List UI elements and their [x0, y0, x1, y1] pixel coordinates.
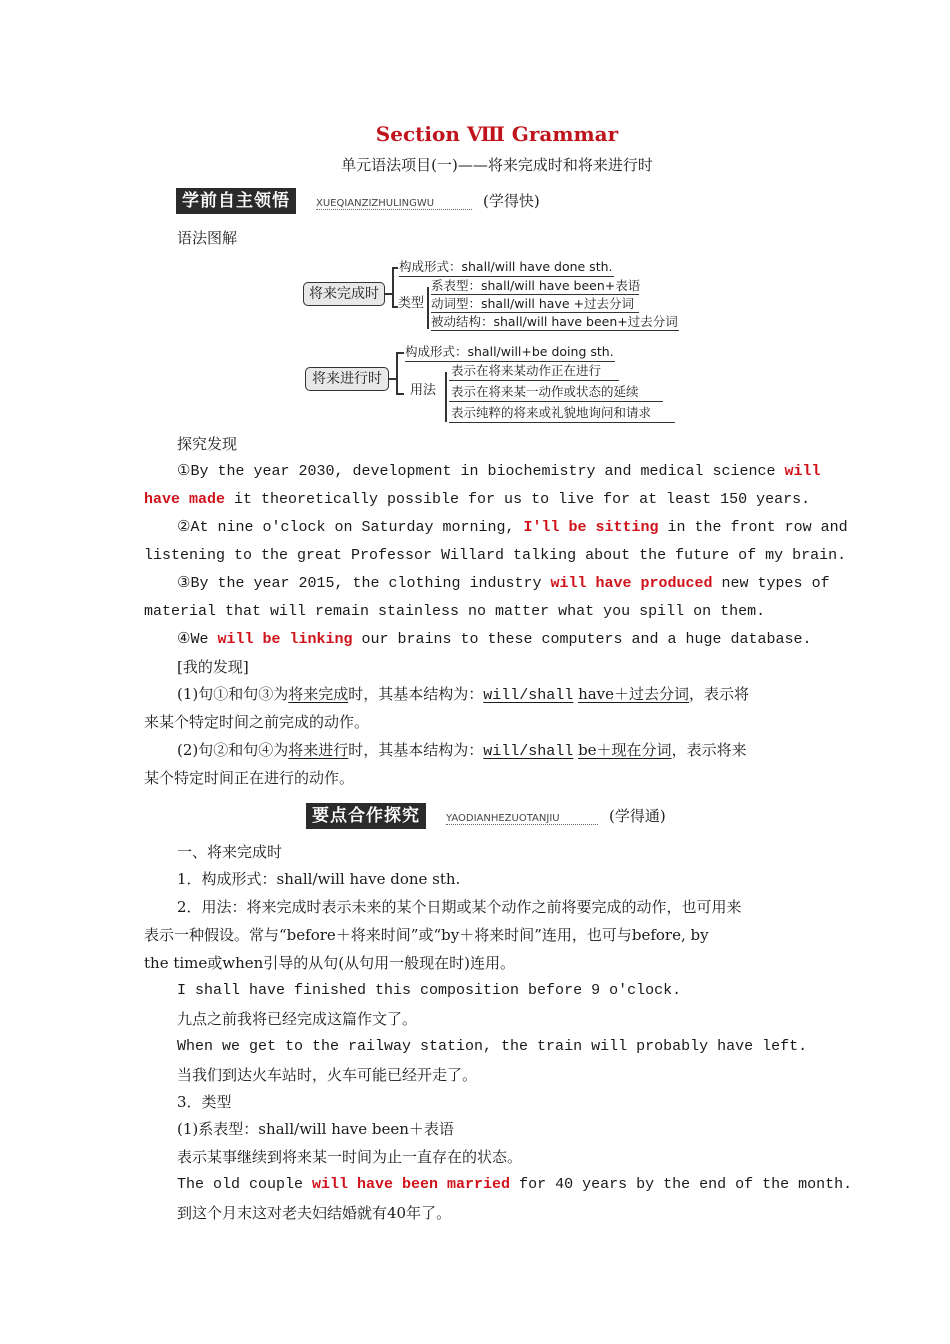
future-perfect-form: 构成形式：shall/will have done sth. [399, 259, 613, 274]
example-4: ④We will be linking our brains to these computers and a huge database. [177, 631, 812, 648]
types-label: 类型 [398, 296, 425, 311]
example-2: ②At nine o'clock on Saturday morning, I'll be sitting in the front row and [177, 519, 848, 536]
finding-2-cont: 某个特定时间正在进行的动作。 [144, 769, 355, 787]
future-continuous-form: 构成形式：shall/will+be doing sth. [405, 344, 614, 359]
page-title: Section Ⅷ Grammar [375, 122, 619, 146]
usage-2: 表示在将来某一动作或状态的延续 [451, 384, 639, 399]
example-en-1: I shall have finished this composition before 9 o'clock. [177, 982, 682, 999]
page-subtitle: 单元语法项目(一)——将来完成时和将来进行时 [341, 156, 653, 174]
finding-1: (1)句①和句③为将来完成时，其基本结构为：will/shall have＋过去分词，表示将 [177, 685, 750, 704]
banner-pinyin: YAODIANHEZUOTANJIU [446, 813, 598, 825]
type-1-heading: (1)系表型：shall/will have been＋表语 [177, 1120, 454, 1138]
usage-line-2: 表示一种假设。常与“before＋将来时间”或“by＋将来时间”连用，也可与before, by [144, 926, 709, 944]
usage-3: 表示纯粹的将来或礼貌地询问和请求 [451, 405, 652, 420]
banner-label: 学前自主领悟 [176, 188, 296, 214]
usage-1: 表示在将来某动作正在进行 [451, 363, 602, 378]
banner-pinyin: XUEQIANZIZHULINGWU [316, 198, 472, 210]
example-3: ③By the year 2015, the clothing industry will have produced new types of [177, 575, 830, 592]
usage-line-1: 2．用法：将来完成时表示未来的某个日期或某个动作之前将要完成的动作，也可用来 [177, 898, 742, 916]
type-passive: 被动结构：shall/will have been+过去分词 [431, 314, 678, 329]
example-cn-2: 当我们到达火车站时，火车可能已经开走了。 [177, 1066, 478, 1084]
section-banner-1 [176, 188, 576, 214]
finding-2: (2)句②和句④为将来进行时，其基本结构为：will/shall be＋现在分词，表示将来 [177, 741, 747, 760]
future-perfect-box: 将来完成时 [303, 282, 385, 306]
example-1-cont: have made it theoretically possible for us to live for at least 150 years. [144, 491, 811, 508]
explore-heading: 探究发现 [177, 435, 238, 453]
banner-tag: (学得快) [483, 192, 540, 210]
example-en-3: The old couple will have been married for 40 years by the end of the month. [177, 1176, 853, 1193]
type-linking: 系表型：shall/will have been+表语 [431, 278, 641, 293]
form-line: 1．构成形式：shall/will have done sth. [177, 870, 461, 888]
type-verb: 动词型：shall/will have +过去分词 [431, 296, 634, 311]
example-2-cont: listening to the great Professor Willard talking about the future of my brain. [144, 547, 847, 564]
types-heading: 3．类型 [177, 1093, 232, 1111]
example-cn-3: 到这个月末这对老夫妇结婚就有40年了。 [177, 1204, 452, 1222]
example-1: ①By the year 2030, development in biochemistry and medical science will [177, 463, 821, 480]
section-banner-2 [306, 803, 706, 829]
example-cn-1: 九点之前我将已经完成这篇作文了。 [177, 1010, 418, 1028]
banner-tag: (学得通) [609, 807, 666, 825]
example-3-cont: material that will remain stainless no matter what you spill on them. [144, 603, 766, 620]
usage-label: 用法 [410, 383, 437, 398]
usage-line-3: the time或when引导的从句(从句用一般现在时)连用。 [144, 954, 516, 972]
finding-1-cont: 来某个特定时间之前完成的动作。 [144, 713, 370, 731]
example-en-2: When we get to the railway station, the train will probably have left. [177, 1038, 808, 1055]
findings-heading: [我的发现] [177, 658, 249, 676]
type-1-desc: 表示某事继续到将来某一时间为止一直存在的状态。 [177, 1148, 523, 1166]
diagram-heading: 语法图解 [177, 229, 238, 247]
section-heading: 一、将来完成时 [177, 843, 283, 861]
future-continuous-box: 将来进行时 [305, 367, 389, 391]
banner-label: 要点合作探究 [306, 803, 426, 829]
